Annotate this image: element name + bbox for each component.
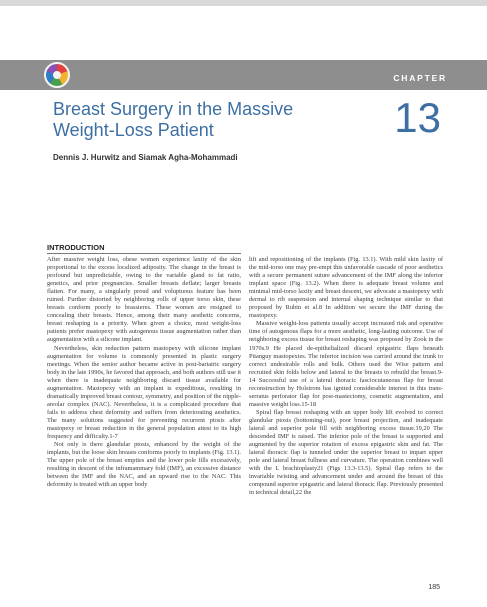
authors: Dennis J. Hurwitz and Siamak Agha-Mohammadi xyxy=(53,153,238,162)
section-rule xyxy=(47,253,241,254)
page-number: 185 xyxy=(428,584,440,591)
paragraph: After massive weight loss, obese women experience laxity of the skin proportional to the excess localized adiposity. The change in the breast is profound but unpredictable, owing to the variable gland to fat ratio, genetics, and prior pregnancies. Smaller breasts deflate; larger breasts flatten. For many, a singularly proud and voluptuous feature has been ruined. Further distorted by neighboring rolls of upper torso skin, these breasts conform poorly to brassieres. These women are resigned to concealing their breasts. Hence, among their many aesthetic concerns, breast reshaping is a priority. When given a choice, most weight-loss patients prefer mastopexy with autogenous tissue augmentation rather than augmentation with a silicone implant. xyxy=(47,256,241,344)
paragraph: Massive weight-loss patients usually accept increased risk and operative time of autogenous flaps for a more aesthetic, long-lasting outcome. Use of neighboring excess tissue for breast reshaping was proposed by Zook in the 1970s.9 He placed de-epithelialized discard epigastric flaps beneath Pitanguy mastopexies. The inferior incision was carried around the trunk to correct undesirable rolls and bulk. Others used the Wise pattern and recruited skin folds below and lateral to the breasts to rebuild the breast.9-14 Successful use of a lateral thoracic fasciocutaneous flap for breast reconstruction by Holstrom has ignited considerable interest in this trans-serratus perforator flap for post-mastectomy, cosmetic augmentation, and massive weight loss.15-18 xyxy=(249,320,443,408)
paragraph: Nevertheless, skin reduction pattern mastopexy with silicone implant augmentation for volume is commonly presented in plastic surgery meetings. When the senior author became active in post-bariatric surgery body in the late 1990s, he favored that approach, and both authors still use it when there is inadequate neighboring discard tissue available for augmentation. Mastopexy with an implant is expeditious, resulting in dramatically improved breast contour, symmetry, and position of the nipple-areolar complex (NAC). Nevertheless, it is a complicated procedure that fails to address chest deformity and suffers from deteriorating aesthetics. The many solutions suggested for preventing recurrent ptosis after mastopexy or breast reduction in the general population attest to its high frequency and difficulty.1-7 xyxy=(47,344,241,441)
publisher-logo-icon xyxy=(44,62,70,88)
left-column xyxy=(47,256,241,489)
chapter-number: 13 xyxy=(394,94,441,141)
paragraph: Spiral flap breast reshaping with an upper body lift evolved to correct glandular ptosis (bottoming-out), poor breast projection, and inadequate lateral and superior pole fill with neighboring excess tissue.19,20 The descended IMF is raised. The inferior pole of the breast is supported and augmented by the superior rotation of excess epigastric skin and fat. The lateral thoracic flap is tunneled under the superior breast to impart upper pole and lateral breast fullness and curvature. The operation combines well with the L brachioplasty21 (Figs 13.3-13.5). Spiral flap refers to the invariable twisting and advancement under and around the breast of this compound superior epigastric and lateral thoracic flap. Previously presented in technical detail,22 the xyxy=(249,408,443,497)
chapter-title: Breast Surgery in the Massive Weight-Loss Patient xyxy=(53,99,294,140)
paragraph: Not only is there glandular ptosis, enhanced by the weight of the implants, but the loose skin breasts conforms poorly to implants (Fig. 13.1). The upper pole of the breast empties and the lower pole fills excessively, resulting in descent of the inframammary fold (IMF), an excessive distance between the IMF and the NAC, and an upward rise to the NAC. This deformity is treated with an upper body xyxy=(47,441,241,489)
section-heading: INTRODUCTION xyxy=(47,243,105,252)
paragraph: lift and repositioning of the implants (Fig. 13.1). With mild skin laxity of the mid-torso one may pre-empt this unfavorable cascade of poor aesthetics with a secure permanent suture advancement of the IMF along the inferior implant space (Fig. 13.2). When there is adequate breast volume and minimal mid-torso laxity and breast descent, we advocate a mastopexy with dermal to rib suspension and internal shaping technique similar to that proposed by Rubin et al.8 In addition we secure the IMF during the mastopexy. xyxy=(249,256,443,320)
top-strip xyxy=(0,0,487,6)
chapter-label: CHAPTER xyxy=(393,73,447,83)
right-column xyxy=(249,256,443,497)
